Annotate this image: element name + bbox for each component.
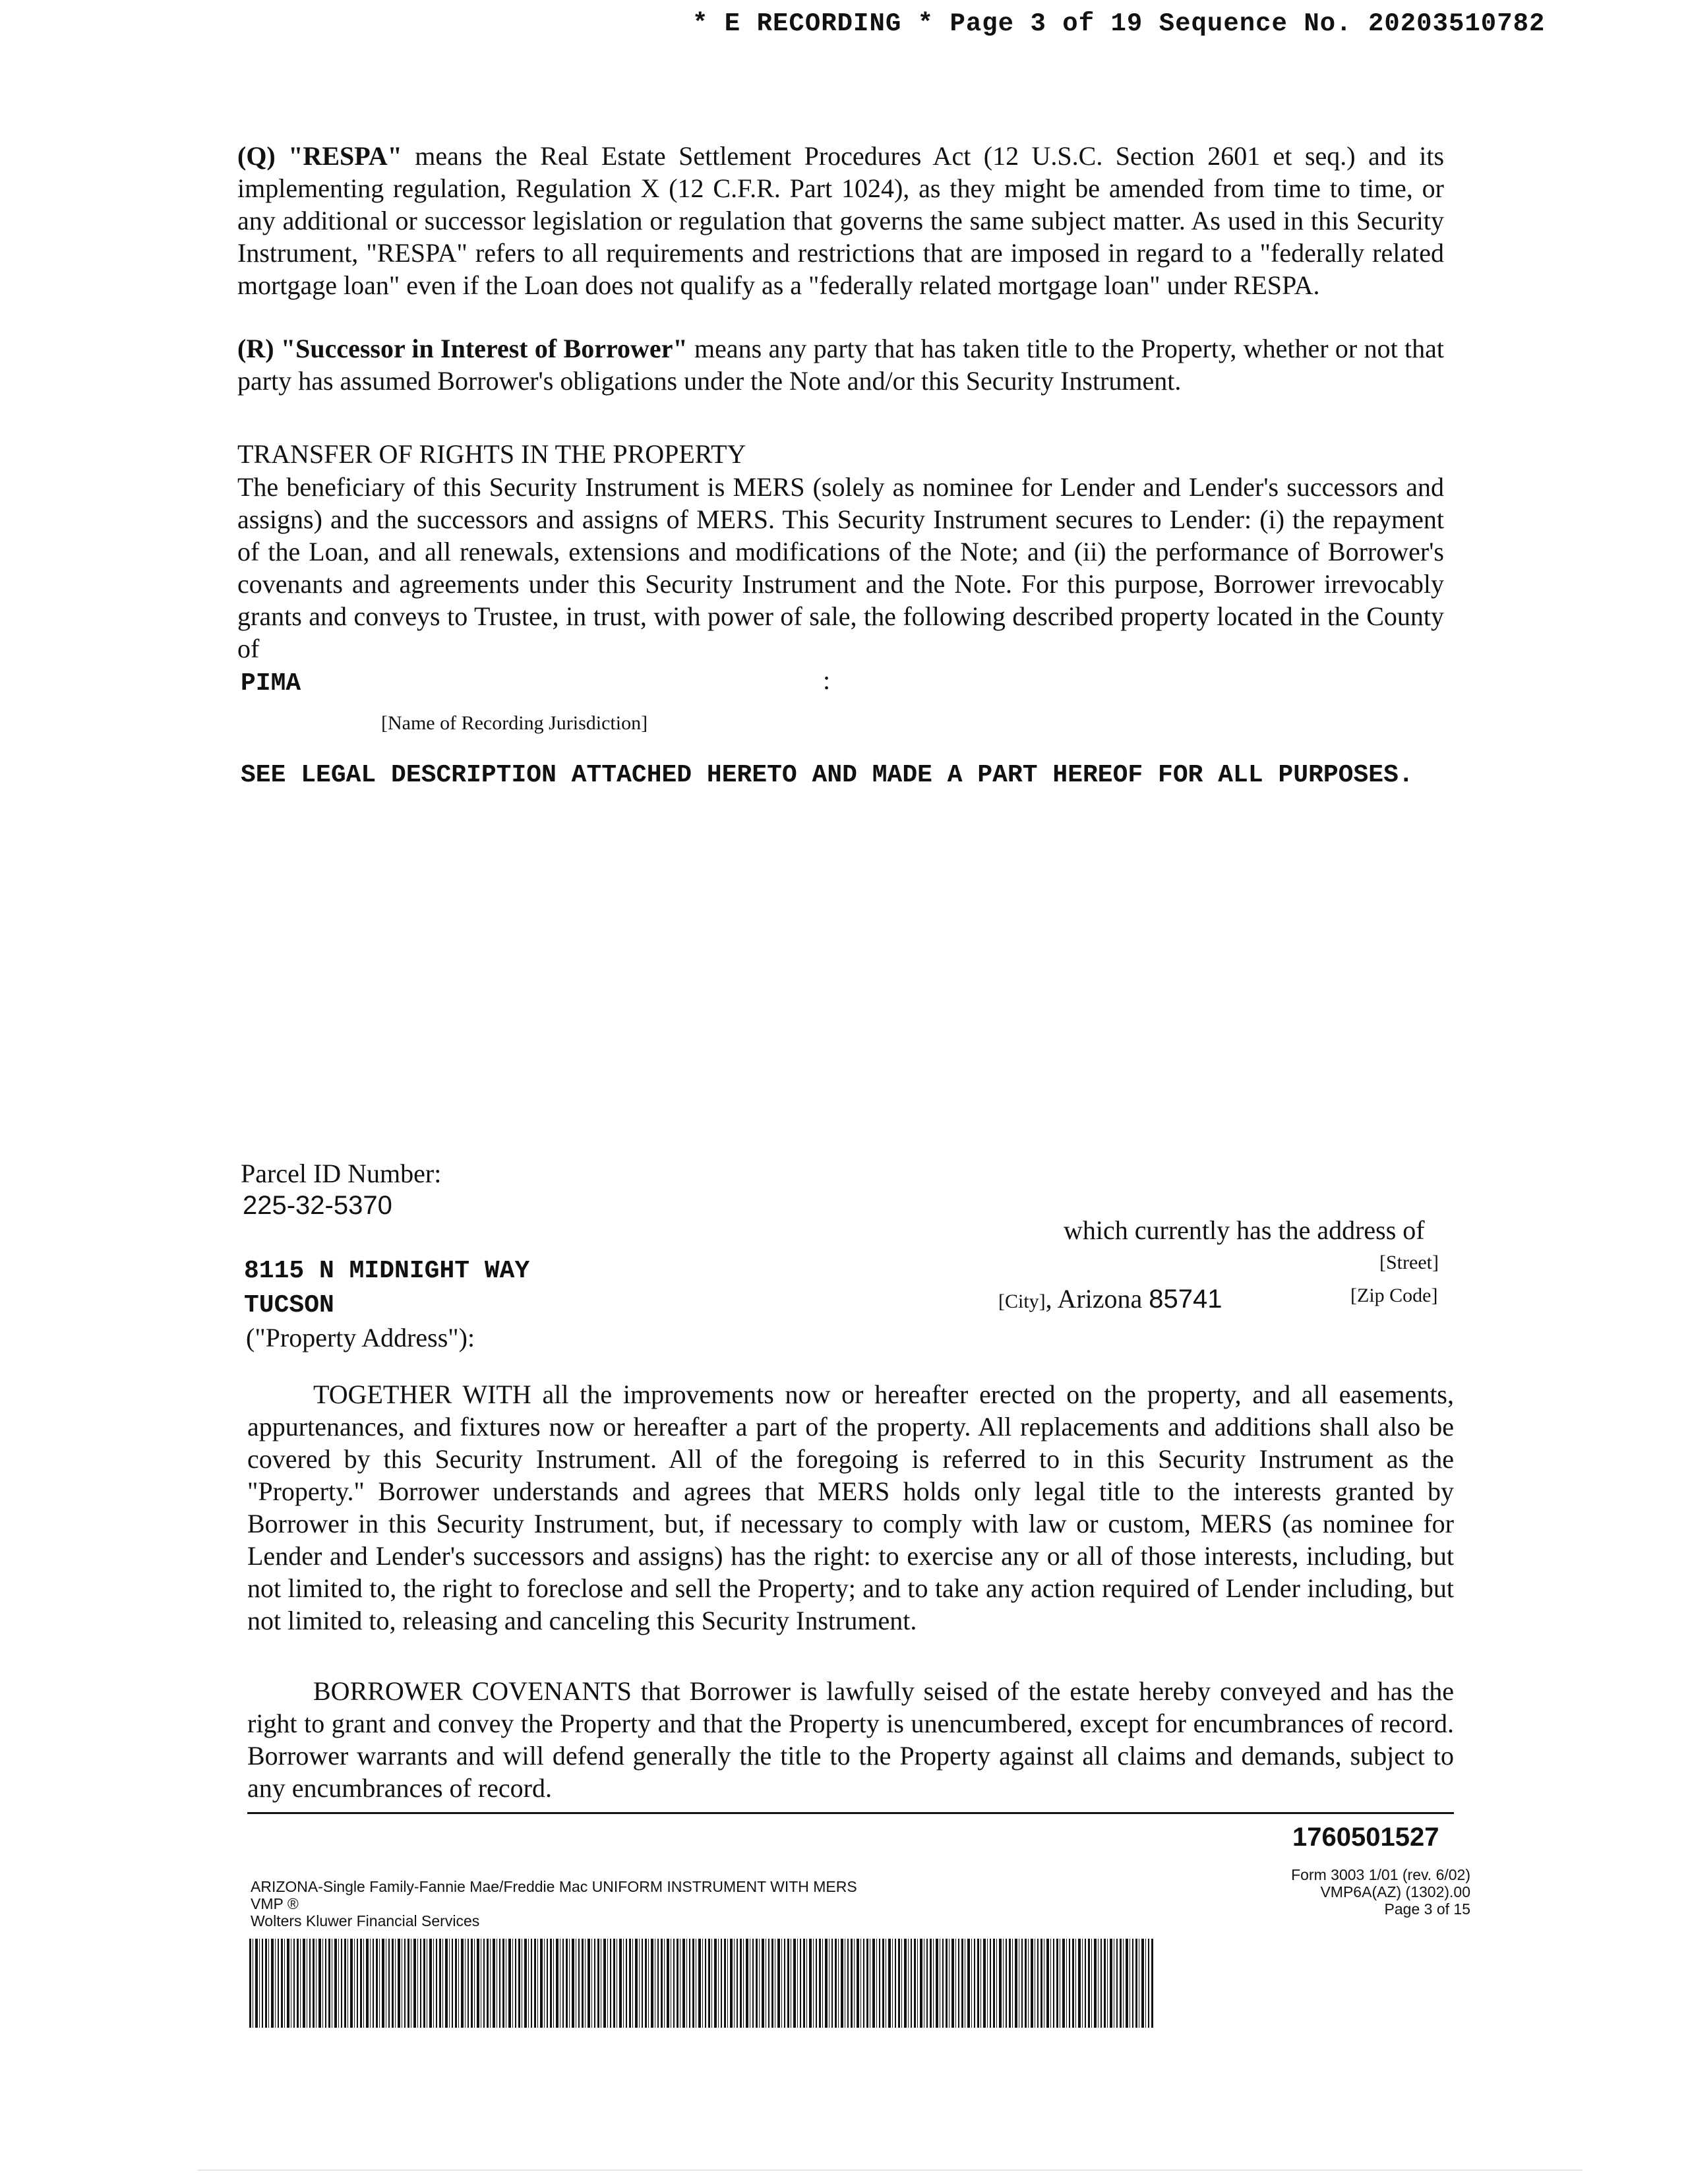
parcel-number: 225-32-5370 bbox=[243, 1191, 392, 1220]
definition-label: (Q) bbox=[237, 141, 276, 171]
street-label: [Street] bbox=[1379, 1252, 1439, 1273]
county-name: PIMA bbox=[241, 669, 301, 698]
transfer-heading: TRANSFER OF RIGHTS IN THE PROPERTY bbox=[237, 439, 746, 469]
definition-label: (R) bbox=[237, 334, 274, 363]
barcode bbox=[249, 1939, 1154, 2028]
page-number: Page 3 of 15 bbox=[1384, 1900, 1470, 1918]
borrower-covenants-paragraph: BORROWER COVENANTS that Borrower is lawfully seised of the estate hereby conveyed and has the right to grant and convey the Property and that the Property is unencumbered, except for encumbrances of record. Borrower warrants and will defend generally the title to the Property against all claims and demands, subject to any encumbrances of record. bbox=[247, 1676, 1454, 1803]
vmp-mark: VMP ® bbox=[251, 1895, 299, 1912]
definition-term: "RESPA" bbox=[288, 141, 402, 171]
definition-text: means any party that has taken title to the Property, whether or not that party has assumed Borrower's obligations under the Note and/or this Security Instrument. bbox=[237, 334, 1445, 396]
scan-artifact bbox=[198, 2169, 1582, 2171]
county-colon: : bbox=[823, 665, 831, 695]
state-name: , Arizona bbox=[1045, 1284, 1143, 1314]
city-state-line bbox=[998, 1283, 1222, 1314]
jurisdiction-label: [Name of Recording Jurisdiction] bbox=[381, 712, 648, 734]
street-address: 8115 N MIDNIGHT WAY bbox=[244, 1257, 530, 1285]
zip-code: 85741 bbox=[1149, 1285, 1222, 1314]
transfer-paragraph: The beneficiary of this Security Instrument is MERS (solely as nominee for Lender and Lender's successors and assigns) and the successors and assigns of MERS. This Security Instrument secures to Lender: (i) the repayment of the Loan, and all renewals, extensions and modifications of the Note; and (ii) the performance of Borrower's covenants and agreements under this Security Instrument and the Note. For this purpose, Borrower irrevocably grants and conveys to Trustee, in trust, with power of sale, the following described property located in the County of bbox=[237, 472, 1444, 663]
address-intro: which currently has the address of bbox=[1064, 1215, 1425, 1245]
loan-number: 1760501527 bbox=[1292, 1823, 1439, 1852]
definition-successor bbox=[237, 332, 1444, 397]
city-label: [City] bbox=[998, 1290, 1046, 1312]
vmp-code: VMP6A(AZ) (1302).00 bbox=[1320, 1883, 1470, 1900]
city-name: TUCSON bbox=[244, 1291, 334, 1320]
footer-divider bbox=[247, 1812, 1454, 1814]
form-number: Form 3003 1/01 (rev. 6/02) bbox=[1291, 1866, 1470, 1883]
property-address-label: ("Property Address"): bbox=[246, 1323, 475, 1352]
publisher-name: Wolters Kluwer Financial Services bbox=[251, 1912, 480, 1929]
zip-label: [Zip Code] bbox=[1350, 1285, 1438, 1306]
definition-respa bbox=[237, 140, 1444, 301]
recording-header: * E RECORDING * Page 3 of 19 Sequence No. 20203510782 bbox=[692, 9, 1546, 38]
parcel-label: Parcel ID Number: bbox=[241, 1159, 442, 1188]
form-title: ARIZONA-Single Family-Fannie Mae/Freddie Mac UNIFORM INSTRUMENT WITH MERS bbox=[251, 1878, 857, 1895]
together-with-paragraph: TOGETHER WITH all the improvements now or hereafter erected on the property, and all easements, appurtenances, and fixtures now or hereafter a part of the property. All replacements and additions shall also be covered by this Security Instrument. All of the foregoing is referred to in this Security Instrument as the "Property." Borrower understands and agrees that MERS holds only legal title to the interests granted by Borrower in this Security Instrument, but, if necessary to comply with law or custom, MERS (as nominee for Lender and Lender's successors and assigns) has the right: to exercise any or all of those interests, including, but not limited to, the right to foreclose and sell the Property; and to take any action required of Lender including, but not limited to, releasing and canceling this Security Instrument. bbox=[247, 1380, 1454, 1635]
definition-text: means the Real Estate Settlement Procedures Act (12 U.S.C. Section 2601 et seq.) and its implementing regulation, Regulation X (12 C.F.R. Part 1024), as they might be amended from time to time, or any additional or successor legislation or regulation that governs the same subject matter. As used in this Security Instrument, "RESPA" refers to all requirements and restrictions that are imposed in regard to a "federally related mortgage loan" even if the Loan does not qualify as a "federally related mortgage loan" under RESPA. bbox=[237, 141, 1445, 300]
definition-term: "Successor in Interest of Borrower" bbox=[280, 334, 688, 363]
legal-description: SEE LEGAL DESCRIPTION ATTACHED HERETO AND MADE A PART HEREOF FOR ALL PURPOSES. bbox=[241, 761, 1414, 789]
